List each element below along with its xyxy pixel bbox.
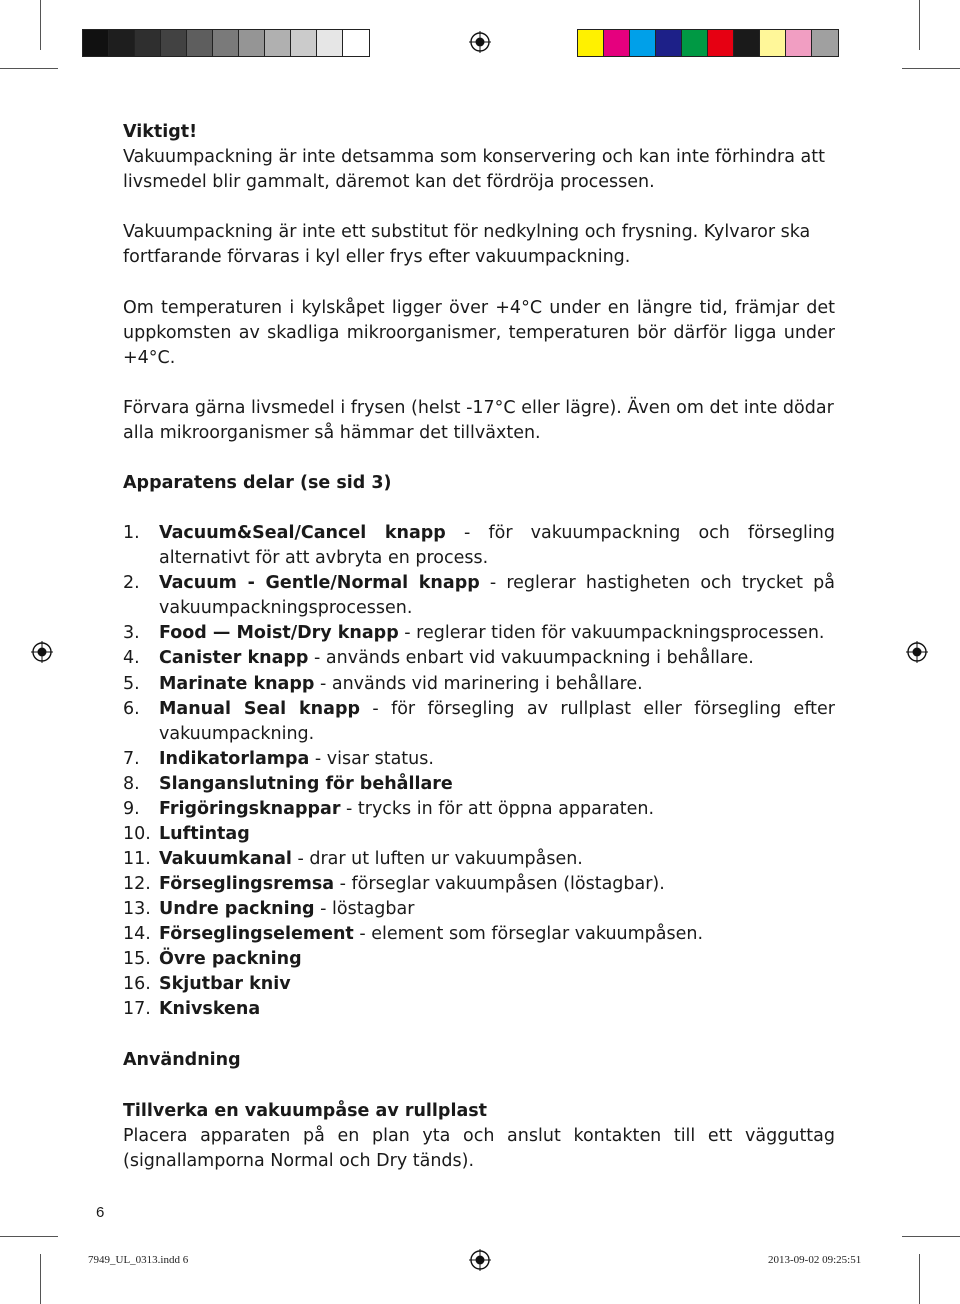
- parts-list-item: [123, 972, 835, 997]
- part-name: Skjutbar kniv: [159, 974, 291, 994]
- important-paragraph-4: Förvara gärna livsmedel i frysen (helst -17°C eller lägre). Även om det inte dödar alla mikroorganismer så hämmar det tillväxten.: [123, 398, 834, 443]
- part-name: Undre packning: [159, 899, 315, 919]
- part-description: - används enbart vid vakuumpackning i behållare.: [308, 648, 754, 668]
- gray-swatch: [265, 30, 291, 56]
- important-title: Viktigt!: [123, 122, 198, 142]
- part-description: - trycks in för att öppna apparaten.: [340, 799, 655, 819]
- color-swatch: [578, 30, 604, 56]
- important-paragraph-4-block: [123, 396, 835, 446]
- part-description: - element som förseglar vakuumpåsen.: [353, 924, 704, 944]
- gray-swatch: [343, 30, 369, 56]
- list-item-text: [159, 872, 835, 897]
- color-swatch: [630, 30, 656, 56]
- part-description: - för vakuumpackning och försegling alternativt för att avbryta en process.: [159, 523, 835, 568]
- list-item-text: [159, 621, 835, 646]
- list-item-text: [159, 571, 835, 621]
- list-item-number: 16.: [123, 974, 151, 994]
- gray-swatch: [161, 30, 187, 56]
- important-paragraph-1: Vakuumpackning är inte detsamma som konservering och kan inte förhindra att livsmedel blir gammalt, däremot kan det fördröja processen.: [123, 147, 825, 192]
- gray-swatch: [291, 30, 317, 56]
- parts-list-item: [123, 922, 835, 947]
- list-item-number: 11.: [123, 849, 151, 869]
- color-swatch: [812, 30, 838, 56]
- list-item-number: 6.: [123, 699, 140, 719]
- usage-subheading: Tillverka en vakuumpåse av rullplast: [123, 1101, 488, 1121]
- parts-list-item: [123, 772, 835, 797]
- gray-swatch: [239, 30, 265, 56]
- gray-swatch: [109, 30, 135, 56]
- part-description: - löstagbar: [314, 899, 415, 919]
- color-swatch: [682, 30, 708, 56]
- part-name: Canister knapp: [159, 648, 309, 668]
- important-paragraph-3: Om temperaturen i kylskåpet ligger över +4°C under en längre tid, främjar det uppkomsten av skadliga mikroorganismer, temperaturen bör därför ligga under +4°C.: [123, 298, 835, 368]
- parts-list-item: [123, 997, 835, 1022]
- list-item-text: [159, 672, 835, 697]
- gray-swatch: [213, 30, 239, 56]
- part-name: Marinate knapp: [159, 674, 315, 694]
- important-paragraph-2: Vakuumpackning är inte ett substitut för nedkylning och frysning. Kylvaror ska fortfarande förvaras i kyl eller frys efter vakuumpackning.: [123, 222, 811, 267]
- parts-list-item: [123, 697, 835, 747]
- list-item-number: 7.: [123, 749, 140, 769]
- part-name: Vakuumkanal: [159, 849, 292, 869]
- crop-mark: [902, 68, 960, 69]
- list-item-number: 10.: [123, 824, 151, 844]
- list-item-number: 15.: [123, 949, 151, 969]
- crop-mark: [902, 1236, 960, 1237]
- list-item-text: [159, 772, 835, 797]
- gray-swatch: [135, 30, 161, 56]
- list-item-number: 3.: [123, 623, 140, 643]
- parts-list-item: [123, 571, 835, 621]
- part-description: - visar status.: [309, 749, 434, 769]
- list-item-number: 4.: [123, 648, 140, 668]
- usage-heading: Användning: [123, 1050, 241, 1070]
- list-item-number: 12.: [123, 874, 151, 894]
- part-name: Indikatorlampa: [159, 749, 310, 769]
- parts-list-item: [123, 897, 835, 922]
- part-name: Knivskena: [159, 999, 261, 1019]
- list-item-text: [159, 847, 835, 872]
- important-paragraph-2-block: [123, 220, 835, 270]
- part-description: - reglerar hastigheten och trycket på vakuumpackningsprocessen.: [159, 573, 835, 618]
- list-item-number: 9.: [123, 799, 140, 819]
- page-number: 6: [96, 1204, 105, 1221]
- parts-list-item: [123, 621, 835, 646]
- part-description: - reglerar tiden för vakuumpackningsprocessen.: [398, 623, 825, 643]
- footer-file-name: 7949_UL_0313.indd 6: [88, 1254, 189, 1266]
- color-swatch: [604, 30, 630, 56]
- parts-list-item: [123, 872, 835, 897]
- list-item-number: 2.: [123, 573, 140, 593]
- part-description: - används vid marinering i behållare.: [314, 674, 643, 694]
- list-item-text: [159, 697, 835, 747]
- list-item-text: [159, 947, 835, 972]
- list-item-text: [159, 822, 835, 847]
- list-item-text: [159, 747, 835, 772]
- part-name: Frigöringsknappar: [159, 799, 341, 819]
- part-description: - drar ut luften ur vakuumpåsen.: [291, 849, 583, 869]
- list-item-text: [159, 997, 835, 1022]
- color-swatch: [734, 30, 760, 56]
- crop-mark: [0, 1236, 58, 1237]
- grayscale-color-bar: [82, 29, 370, 57]
- list-item-text: [159, 646, 835, 671]
- registration-mark-icon: [31, 641, 53, 663]
- list-item-number: 8.: [123, 774, 140, 794]
- part-description: - för försegling av rullplast eller försegling efter vakuumpackning.: [159, 699, 835, 744]
- important-section: [123, 120, 835, 195]
- crop-mark: [40, 1254, 41, 1304]
- list-item-text: [159, 897, 835, 922]
- registration-mark-icon: [469, 31, 491, 53]
- list-item-text: [159, 922, 835, 947]
- parts-list-item: [123, 747, 835, 772]
- list-item-text: [159, 797, 835, 822]
- parts-list-item: [123, 822, 835, 847]
- parts-list-item: [123, 521, 835, 571]
- list-item-number: 1.: [123, 523, 140, 543]
- usage-paragraph: Placera apparaten på en plan yta och anslut kontakten till ett vägguttag (signallamporna Normal och Dry tänds).: [123, 1126, 835, 1171]
- gray-swatch: [317, 30, 343, 56]
- part-name: Förseglingsremsa: [159, 874, 335, 894]
- part-name: Manual Seal knapp: [159, 699, 360, 719]
- list-item-number: 13.: [123, 899, 151, 919]
- parts-list-item: [123, 797, 835, 822]
- part-name: Vacuum&Seal/Cancel knapp: [159, 523, 446, 543]
- parts-list-item: [123, 847, 835, 872]
- registration-mark-icon: [469, 1249, 491, 1271]
- part-name: Vacuum - Gentle/Normal knapp: [159, 573, 480, 593]
- part-description: - förseglar vakuumpåsen (löstagbar).: [334, 874, 665, 894]
- part-name: Övre packning: [159, 949, 302, 969]
- color-swatch: [708, 30, 734, 56]
- part-name: Luftintag: [159, 824, 250, 844]
- registration-mark-icon: [906, 641, 928, 663]
- color-swatch: [656, 30, 682, 56]
- list-item-number: 14.: [123, 924, 151, 944]
- crop-mark: [40, 0, 41, 50]
- gray-swatch: [187, 30, 213, 56]
- parts-list-item: [123, 646, 835, 671]
- crop-mark: [0, 68, 58, 69]
- parts-heading: Apparatens delar (se sid 3): [123, 473, 392, 493]
- color-swatch: [786, 30, 812, 56]
- process-color-bar: [577, 29, 839, 57]
- color-swatch: [760, 30, 786, 56]
- footer-timestamp: 2013-09-02 09:25:51: [768, 1254, 862, 1266]
- list-item-text: [159, 521, 835, 571]
- parts-list-item: [123, 947, 835, 972]
- list-item-text: [159, 972, 835, 997]
- gray-swatch: [83, 30, 109, 56]
- part-name: Förseglingselement: [159, 924, 354, 944]
- crop-mark: [919, 0, 920, 50]
- part-name: Food — Moist/Dry knapp: [159, 623, 399, 643]
- part-name: Slanganslutning för behållare: [159, 774, 453, 794]
- parts-list-item: [123, 672, 835, 697]
- list-item-number: 5.: [123, 674, 140, 694]
- list-item-number: 17.: [123, 999, 151, 1019]
- important-paragraph-3-block: [123, 296, 835, 371]
- crop-mark: [919, 1254, 920, 1304]
